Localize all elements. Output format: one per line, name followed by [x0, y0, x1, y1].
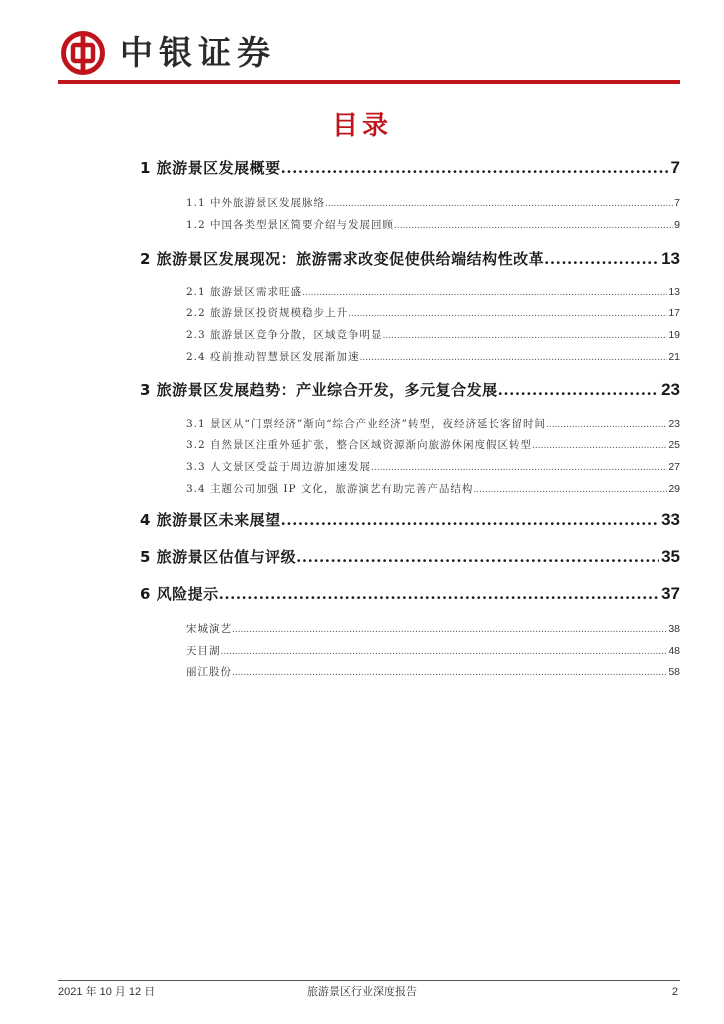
toc-entry-page: 35: [661, 547, 680, 566]
toc-title: 目录: [331, 111, 392, 141]
toc-entry-page: 23: [661, 380, 680, 399]
toc-subsection-entry[interactable]: [186, 305, 680, 320]
toc-entry-page: 13: [668, 286, 680, 298]
toc-entry-page: 25: [668, 439, 680, 451]
toc-entry-title: 4 旅游景区未来展望: [140, 511, 281, 529]
toc-section-entry[interactable]: [140, 583, 680, 604]
toc-subsection-entry[interactable]: [186, 664, 680, 679]
toc-entry-page: 58: [668, 666, 680, 678]
toc-dot-leader: [383, 331, 668, 341]
report-header: [58, 26, 678, 80]
header-divider: [58, 80, 680, 84]
toc-dot-leader: [281, 159, 669, 177]
toc-entry-title: 2.1 旅游景区需求旺盛: [186, 286, 303, 298]
toc-subsection-entry[interactable]: [186, 643, 680, 658]
toc-subsection-entry[interactable]: [186, 621, 680, 636]
toc-entry-page: 9: [674, 219, 680, 231]
toc-dot-leader: [325, 199, 673, 209]
toc-subsection-entry[interactable]: [186, 481, 680, 496]
toc-dot-leader: [348, 309, 667, 319]
toc-entry-title: 3.2 自然景区注重外延扩张，整合区域资源渐向旅游休闲度假区转型: [186, 439, 533, 451]
toc-dot-leader: [281, 511, 659, 529]
toc-section-entry[interactable]: [140, 546, 680, 567]
toc-section-entry[interactable]: [140, 379, 680, 400]
toc-dot-leader: [546, 420, 667, 430]
toc-entry-page: 7: [670, 158, 680, 177]
toc-entry-page: 48: [668, 645, 680, 657]
toc-entry-page: 13: [661, 249, 680, 268]
toc-entry-page: 37: [661, 584, 680, 603]
toc-section-entry[interactable]: [140, 157, 680, 178]
toc-entry-page: 33: [661, 510, 680, 529]
toc-entry-title: 2.4 疫前推动智慧景区发展渐加速: [186, 351, 360, 363]
toc-section-entry[interactable]: [140, 248, 680, 269]
toc-dot-leader: [371, 463, 667, 473]
toc-dot-leader: [473, 485, 667, 495]
toc-dot-leader: [296, 548, 659, 566]
toc-dot-leader: [219, 585, 659, 603]
toc-entry-page: 23: [668, 418, 680, 430]
toc-entry-page: 19: [668, 329, 680, 341]
toc-dot-leader: [360, 353, 668, 363]
toc-entry-page: 29: [668, 483, 680, 495]
brand-name: 中银证券: [120, 33, 276, 72]
toc-entry-page: 38: [668, 623, 680, 635]
toc-entry-title: 2 旅游景区发展现况：旅游需求改变促使供给端结构性改革: [140, 250, 545, 268]
toc-entry-title: 3.1 景区从“门票经济”渐向“综合产业经济”转型，夜经济延长客留时间: [186, 418, 547, 430]
toc-section-entry[interactable]: [140, 509, 680, 530]
toc-entry-title: 丽江股份: [186, 666, 232, 678]
toc-dot-leader: [532, 441, 667, 451]
toc-entry-page: 7: [674, 197, 680, 209]
toc-dot-leader: [232, 668, 667, 678]
footer-date: 2021 年 10 月 12 日: [58, 986, 156, 998]
toc-entry-title: 3 旅游景区发展趋势：产业综合开发，多元复合发展: [140, 381, 498, 399]
toc-entry-title: 1.1 中外旅游景区发展脉络: [186, 197, 326, 209]
toc-subsection-entry[interactable]: [186, 437, 680, 452]
toc-entry-title: 2.2 旅游景区投资规模稳步上升: [186, 307, 349, 319]
bank-of-china-logo-icon: [60, 30, 106, 76]
toc-subsection-entry[interactable]: [186, 217, 680, 232]
toc-entry-title: 3.4 主题公司加强 IP 文化，旅游演艺有助完善产品结构: [186, 483, 474, 495]
toc-dot-leader: [498, 381, 659, 399]
toc-dot-leader: [232, 625, 667, 635]
toc-entry-title: 6 风险提示: [140, 585, 219, 603]
toc-entry-title: 宋城演艺: [186, 623, 232, 635]
toc-entry-title: 3.3 人文景区受益于周边游加速发展: [186, 461, 372, 473]
toc-entry-page: 21: [668, 351, 680, 363]
toc-subsection-entry[interactable]: [186, 327, 680, 342]
toc-entry-page: 17: [668, 307, 680, 319]
toc-subsection-entry[interactable]: [186, 416, 680, 431]
footer-report-title: 旅游景区行业深度报告: [307, 985, 417, 998]
toc-subsection-entry[interactable]: [186, 284, 680, 299]
footer-divider: [58, 980, 680, 981]
toc-subsection-entry[interactable]: [186, 349, 680, 364]
toc-entry-title: 天目湖: [186, 645, 221, 657]
toc-entry-title: 1 旅游景区发展概要: [140, 159, 281, 177]
toc-subsection-entry[interactable]: [186, 459, 680, 474]
toc-entry-title: 2.3 旅游景区竞争分散，区域竞争明显: [186, 329, 383, 341]
toc-subsection-entry[interactable]: [186, 195, 680, 210]
toc-entry-page: 27: [668, 461, 680, 473]
toc-dot-leader: [302, 288, 667, 298]
toc-entry-title: 1.2 中国各类型景区简要介绍与发展回顾: [186, 219, 395, 231]
toc-dot-leader: [221, 647, 668, 657]
toc-dot-leader: [544, 250, 659, 268]
toc-entry-title: 5 旅游景区估值与评级: [140, 548, 297, 566]
toc-dot-leader: [394, 221, 673, 231]
footer-page-number: 2: [671, 986, 678, 998]
